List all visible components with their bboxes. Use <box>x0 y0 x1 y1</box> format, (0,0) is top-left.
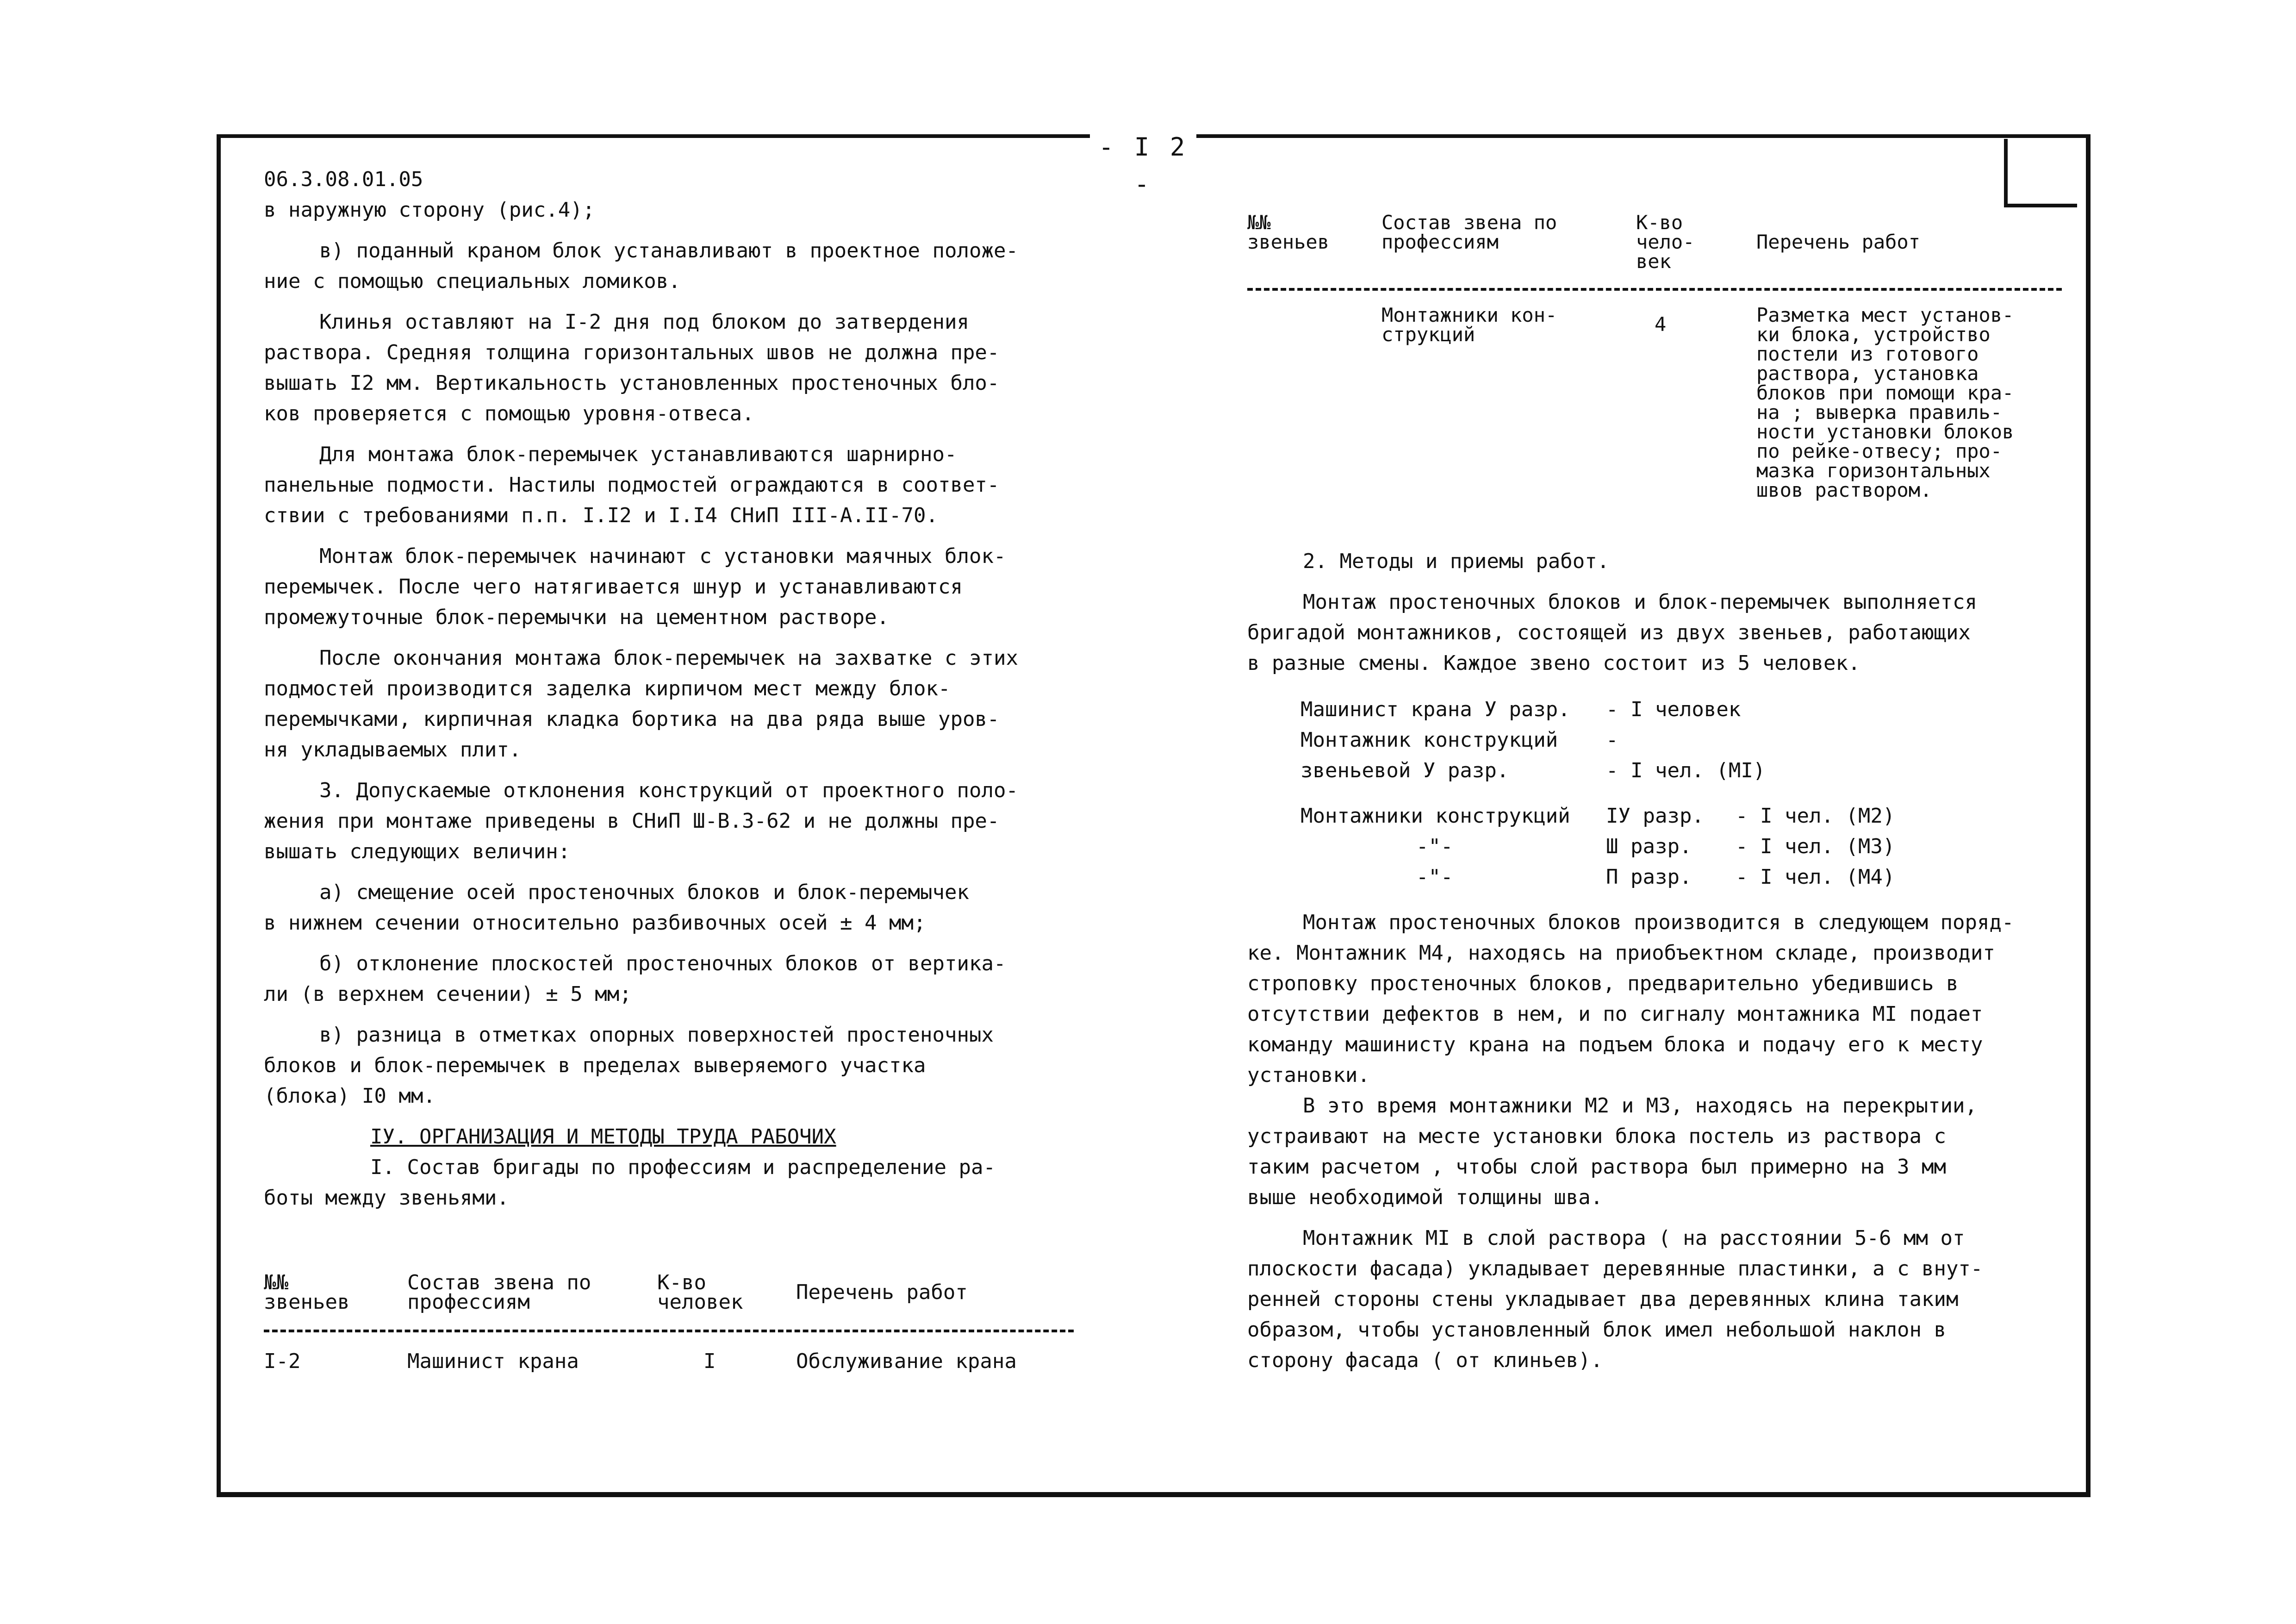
text-line: строповку простеночных блоков, предварительно убедившись в <box>1247 972 1959 995</box>
text-line: перемычек. После чего натягивается шнур и устанавливаются <box>264 575 963 599</box>
paragraph-gap <box>264 225 1074 236</box>
text-line: образом, чтобы установленный блок имел небольшой наклон в <box>1247 1318 1946 1342</box>
paragraph-gap <box>264 867 1074 877</box>
paragraph-gap <box>1247 577 2090 587</box>
text-line: жения при монтаже приведены в СНиП Ш-В.3-62 и не должны пре- <box>264 809 1000 833</box>
crew-cell: П разр. <box>1606 865 1692 889</box>
paragraph-gap <box>264 938 1074 949</box>
text-line: в нижнем сечении относительно разбивочных осей ± 4 мм; <box>264 911 926 935</box>
text-line: I. Состав бригады по профессиям и распределение ра- <box>370 1156 996 1179</box>
text-line: 3. Допускаемые отклонения конструкций от проектного поло- <box>319 779 1018 802</box>
text-line: вышать I2 мм. Вертикальность установленных простеночных бло- <box>264 371 1000 395</box>
table-divider <box>1247 288 2062 291</box>
text-line: таким расчетом , чтобы слой раствора был примерно на 3 мм <box>1247 1155 1946 1179</box>
right-text-bottom <box>1247 907 2090 1376</box>
cell-count: 4 <box>1655 313 1667 336</box>
text-line: ренней стороны стены укладывает два деревянных клина таким <box>1247 1287 1959 1311</box>
crew-cell: - I чел. (М4) <box>1736 865 1895 889</box>
text-line: Монтаж простеночных блоков и блок-перемычек выполняется <box>1303 590 1977 614</box>
crew-cell: -"- <box>1416 835 1453 858</box>
text-line: ствии с требованиями п.п. I.I2 и I.I4 СНиП III-А.II-70. <box>264 504 938 527</box>
header-count: К-во человек <box>657 1271 743 1314</box>
crew-cell: - <box>1606 728 1618 752</box>
right-column-lower <box>1247 907 2090 1376</box>
text-line: бригадой монтажников, состоящей из двух звеньев, работающих <box>1247 621 1971 644</box>
text-line: блоков и блок-перемычек в пределах выверяемого участка <box>264 1054 926 1077</box>
text-line: ние с помощью специальных ломиков. <box>264 269 681 293</box>
header-links: №№ звеньев <box>1247 211 1330 253</box>
paragraph-gap <box>264 297 1074 307</box>
header-works: Перечень работ <box>796 1280 968 1304</box>
paragraph-gap <box>264 531 1074 541</box>
table-row <box>264 1338 1074 1389</box>
text-line: подмостей производится заделка кирпичом мест между блок- <box>264 677 951 700</box>
text-line: в) разница в отметках опорных поверхностей простеночных <box>319 1023 994 1047</box>
header-composition: Состав звена по профессиям <box>407 1271 591 1314</box>
text-line: сторону фасада ( от клиньев). <box>1247 1349 1603 1372</box>
text-line: установки. <box>1247 1063 1370 1087</box>
text-line: перемычками, кирпичная кладка бортика на два ряда выше уров- <box>264 707 1000 731</box>
text-line: Для монтажа блок-перемычек устанавливаются шарнирно- <box>319 443 957 466</box>
crew-cell: Монтажник конструкций <box>1300 728 1558 752</box>
text-line: в наружную сторону (рис.4); <box>264 198 595 222</box>
text-line: В это время монтажники М2 и М3, находясь на перекрытии, <box>1303 1094 1977 1118</box>
crew-cell: - I чел. (М3) <box>1736 835 1895 858</box>
text-line: боты между звеньями. <box>264 1186 509 1210</box>
text-line: а) смещение осей простеночных блоков и блок-перемычек <box>319 881 969 904</box>
header-composition: Состав звена по профессиям <box>1381 211 1557 253</box>
cell-link: I-2 <box>264 1349 301 1373</box>
text-line: (блока) I0 мм. <box>264 1084 436 1108</box>
text-line: Монтаж простеночных блоков производится в следующем поряд- <box>1303 911 2014 934</box>
crew-cell: - I чел. (М2) <box>1736 804 1895 828</box>
text-line: ли (в верхнем сечении) ± 5 мм; <box>264 982 632 1006</box>
crew-cell: -"- <box>1416 865 1453 889</box>
left-table <box>264 1273 1074 1389</box>
text-line: промежуточные блок-перемычки на цементном растворе. <box>264 606 890 629</box>
text-line: ке. Монтажник М4, находясь на приобъектном складе, производит <box>1247 941 1995 965</box>
text-line: После окончания монтажа блок-перемычек на захватке с этих <box>319 646 1018 670</box>
left-column <box>264 164 1074 1213</box>
left-text <box>264 195 1074 1213</box>
text-line: в разные смены. Каждое звено состоит из 5 человек. <box>1247 651 1860 675</box>
text-line: вышать следующих величин: <box>264 840 571 863</box>
text-line: команду машинисту крана на подъем блока и подачу его к месту <box>1247 1033 1983 1056</box>
crew-cell: Монтажники конструкций <box>1300 804 1570 828</box>
crew-cell: Ш разр. <box>1606 835 1692 858</box>
table-divider <box>264 1330 1074 1332</box>
text-line: раствора. Средняя толщина горизонтальных швов не должна пре- <box>264 341 1000 364</box>
cell-works: Обслуживание крана <box>796 1349 1017 1373</box>
right-column <box>1247 546 2090 679</box>
text-line: панельные подмости. Настилы подмостей ограждаются в соответ- <box>264 473 1000 497</box>
right-table-header <box>1247 213 2062 282</box>
paragraph-gap <box>264 429 1074 439</box>
crew-cell: - I чел. (МI) <box>1606 759 1766 782</box>
table-row <box>1247 296 2062 537</box>
text-line: отсутствии дефектов в нем, и по сигналу монтажника МI подает <box>1247 1002 1983 1026</box>
corner-stamp-box <box>2004 139 2077 207</box>
cell-profession: Монтажники кон- струкций <box>1381 304 1557 346</box>
text-line: ков проверяется с помощью уровня-отвеса. <box>264 402 754 425</box>
paragraph-gap <box>264 1010 1074 1020</box>
text-line: выше необходимой толщины шва. <box>1247 1186 1603 1209</box>
paragraph-gap <box>264 633 1074 643</box>
text-line: IУ. ОРГАНИЗАЦИЯ И МЕТОДЫ ТРУДА РАБОЧИХ <box>370 1125 836 1149</box>
crew-cell: - I человек <box>1606 698 1741 721</box>
text-line: в) поданный краном блок устанавливают в проектное положе- <box>319 239 1018 262</box>
header-works: Перечень работ <box>1756 231 1921 253</box>
paragraph-gap <box>1247 1213 2090 1223</box>
text-line: Клинья оставляют на I-2 дня под блоком до затвердения <box>319 310 969 334</box>
text-line: устраивают на месте установки блока постель из раствора с <box>1247 1124 1946 1148</box>
document-code: 06.3.08.01.05 <box>264 168 423 191</box>
crew-cell: Машинист крана У разр. <box>1300 698 1570 721</box>
text-line: плоскости фасада) укладывает деревянные пластинки, а с внут- <box>1247 1257 1983 1280</box>
crew-cell: звеньевой У разр. <box>1300 759 1509 782</box>
header-links: №№ звеньев <box>264 1271 350 1314</box>
cell-works: Разметка мест установ- ки блока, устройство постели из готового раствора, установка блоков при помощи кра- на ; выверка правиль- ности установки блоков по рейке-отвесу; про- мазка горизонтальных швов раствором. <box>1756 304 2014 501</box>
left-table-header <box>264 1273 1074 1324</box>
cell-profession: Машинист крана <box>407 1349 579 1373</box>
text-line: ня укладываемых плит. <box>264 738 522 762</box>
cell-count: I <box>703 1349 716 1373</box>
right-table <box>1247 213 2062 537</box>
crew-cell: IУ разр. <box>1606 804 1704 828</box>
paragraph-gap <box>264 765 1074 775</box>
text-line: Монтажник МI в слой раствора ( на расстоянии 5-6 мм от <box>1303 1226 1965 1250</box>
right-text-top <box>1247 546 2090 679</box>
page-number: - I 2 - <box>1090 129 1196 203</box>
text-line: Монтаж блок-перемычек начинают с установки маячных блок- <box>319 544 1006 568</box>
paragraph-gap <box>264 1112 1074 1122</box>
text-line: 2. Методы и приемы работ. <box>1303 550 1610 573</box>
text-line: б) отклонение плоскостей простеночных блоков от вертика- <box>319 952 1006 975</box>
header-count: К-во чело- век <box>1636 211 1695 273</box>
